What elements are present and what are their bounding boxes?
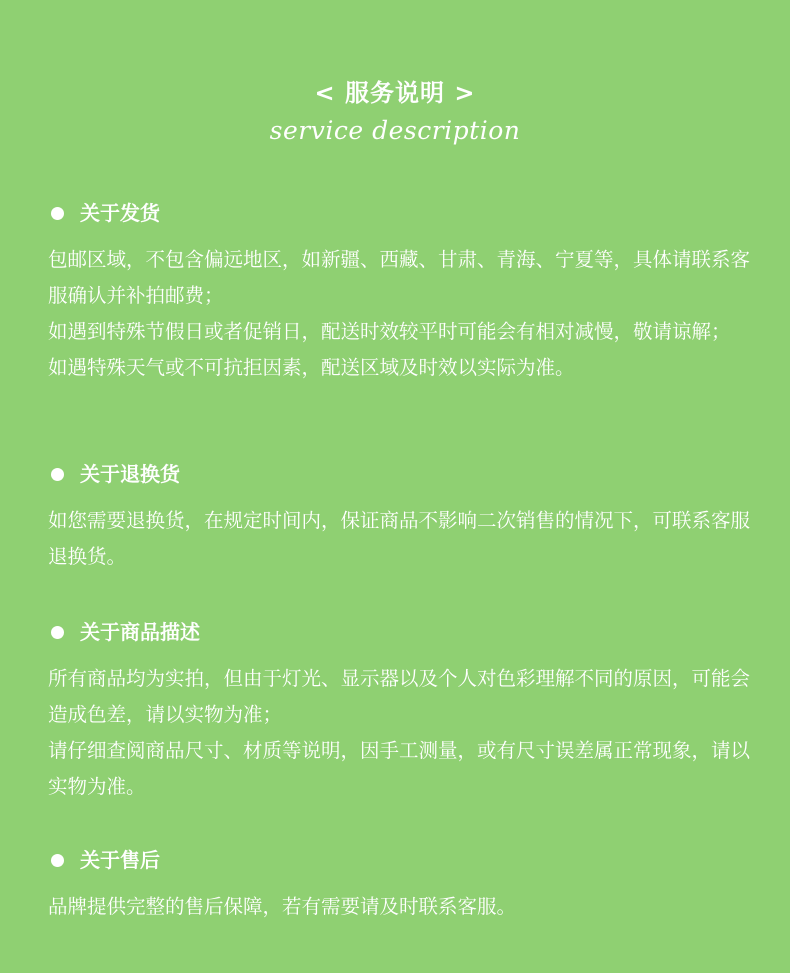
section-body <box>48 661 758 805</box>
bullet-dot-icon <box>51 626 64 639</box>
section-after-sales <box>48 845 758 925</box>
section-title: 关于商品描述 <box>80 620 200 644</box>
section-paragraph: 请仔细查阅商品尺寸、材质等说明，因手工测量，或有尺寸误差属正常现象，请以实物为准。 <box>48 739 751 798</box>
section-title: 关于发货 <box>80 201 160 225</box>
bullet-dot-icon <box>51 468 64 481</box>
bullet-dot-icon <box>51 854 64 867</box>
section-title: 关于退换货 <box>80 462 180 486</box>
section-body <box>48 242 758 386</box>
section-header <box>48 845 758 875</box>
page-title: < 服务说明 > <box>314 79 476 107</box>
section-paragraph: 如遇到特殊节假日或者促销日，配送时效较平时可能会有相对减慢，敬请谅解； <box>48 320 731 343</box>
section-shipping <box>48 198 758 386</box>
section-header <box>48 198 758 228</box>
header <box>0 78 790 146</box>
section-paragraph: 包邮区域，不包含偏远地区，如新疆、西藏、甘肃、青海、宁夏等，具体请联系客服确认并补拍邮费； <box>48 248 751 307</box>
section-body <box>48 503 758 575</box>
section-title: 关于售后 <box>80 848 160 872</box>
page-subtitle: service description <box>269 116 521 145</box>
section-paragraph: 如您需要退换货，在规定时间内，保证商品不影响二次销售的情况下，可联系客服退换货。 <box>48 509 751 568</box>
section-paragraph: 所有商品均为实拍，但由于灯光、显示器以及个人对色彩理解不同的原因，可能会造成色差，请以实物为准； <box>48 667 751 726</box>
section-returns <box>48 459 758 575</box>
section-paragraph: 品牌提供完整的售后保障，若有需要请及时联系客服。 <box>48 895 517 918</box>
section-header <box>48 617 758 647</box>
section-header <box>48 459 758 489</box>
bullet-dot-icon <box>51 207 64 220</box>
section-product-description <box>48 617 758 805</box>
section-paragraph: 如遇特殊天气或不可抗拒因素，配送区域及时效以实际为准。 <box>48 356 575 379</box>
section-body <box>48 889 758 925</box>
